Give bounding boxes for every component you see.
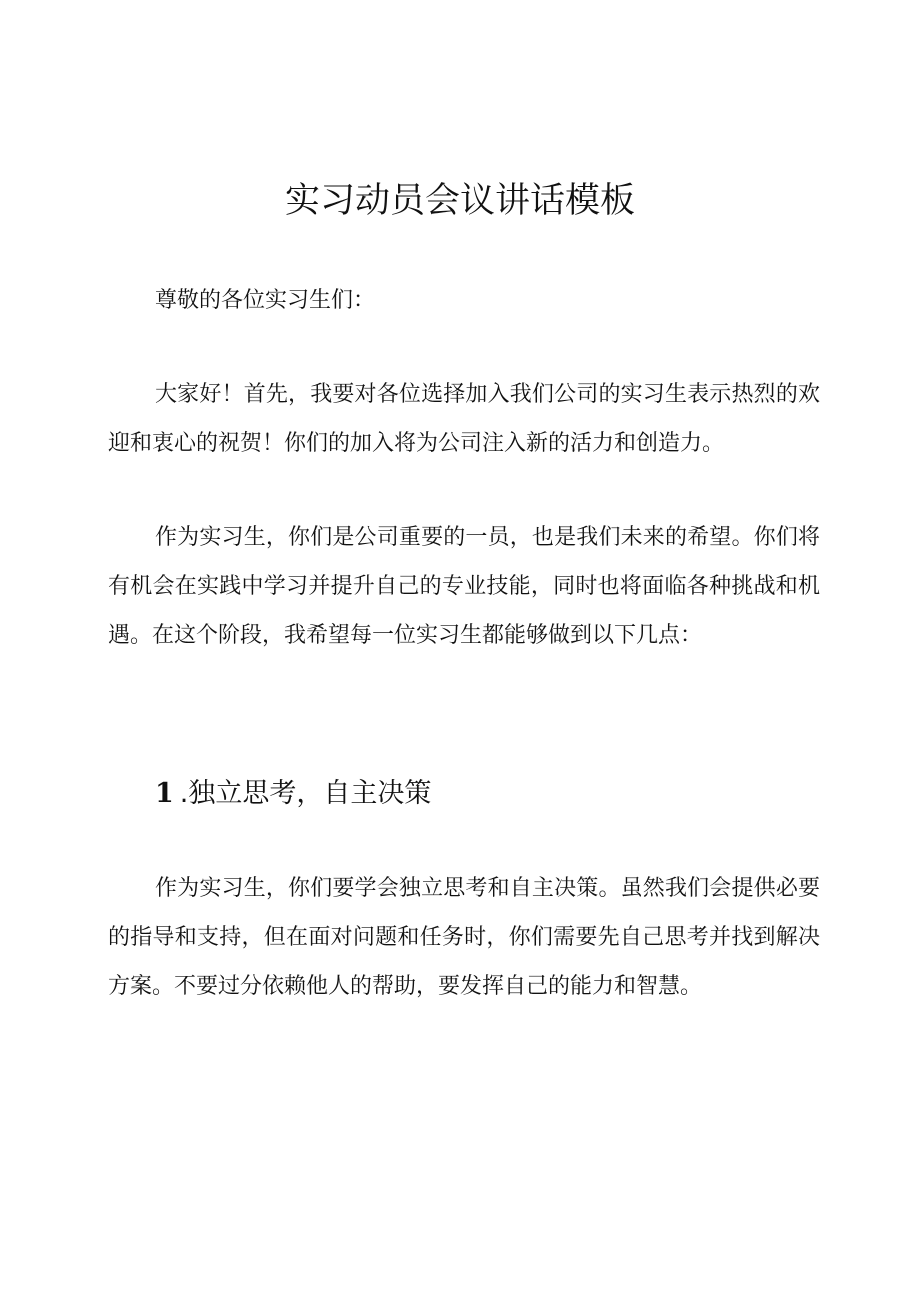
section-heading	[155, 772, 431, 816]
paragraph-welcome: 大家好！首先，我要对各位选择加入我们公司的实习生表示热烈的欢迎和衷心的祝贺！你们的加入将为公司注入新的活力和创造力。	[108, 382, 820, 456]
paragraph-role: 作为实习生，你们是公司重要的一员，也是我们未来的希望。你们将有机会在实践中学习并提升自己的专业技能，同时也将面临各种挑战和机遇。在这个阶段，我希望每一位实习生都能够做到以下几点：	[108, 525, 820, 648]
section-number: 1	[155, 778, 174, 809]
document-title: 实习动员会议讲话模板	[284, 181, 635, 221]
greeting: 尊敬的各位实习生们：	[155, 288, 376, 313]
section-body: 作为实习生，你们要学会独立思考和自主决策。虽然我们会提供必要的指导和支持，但在面对问题和任务时，你们需要先自己思考并找到解决方案。不要过分依赖他人的帮助，要发挥自己的能力和智慧。	[108, 876, 820, 999]
section-heading-text: .独立思考，自主决策	[179, 778, 432, 809]
